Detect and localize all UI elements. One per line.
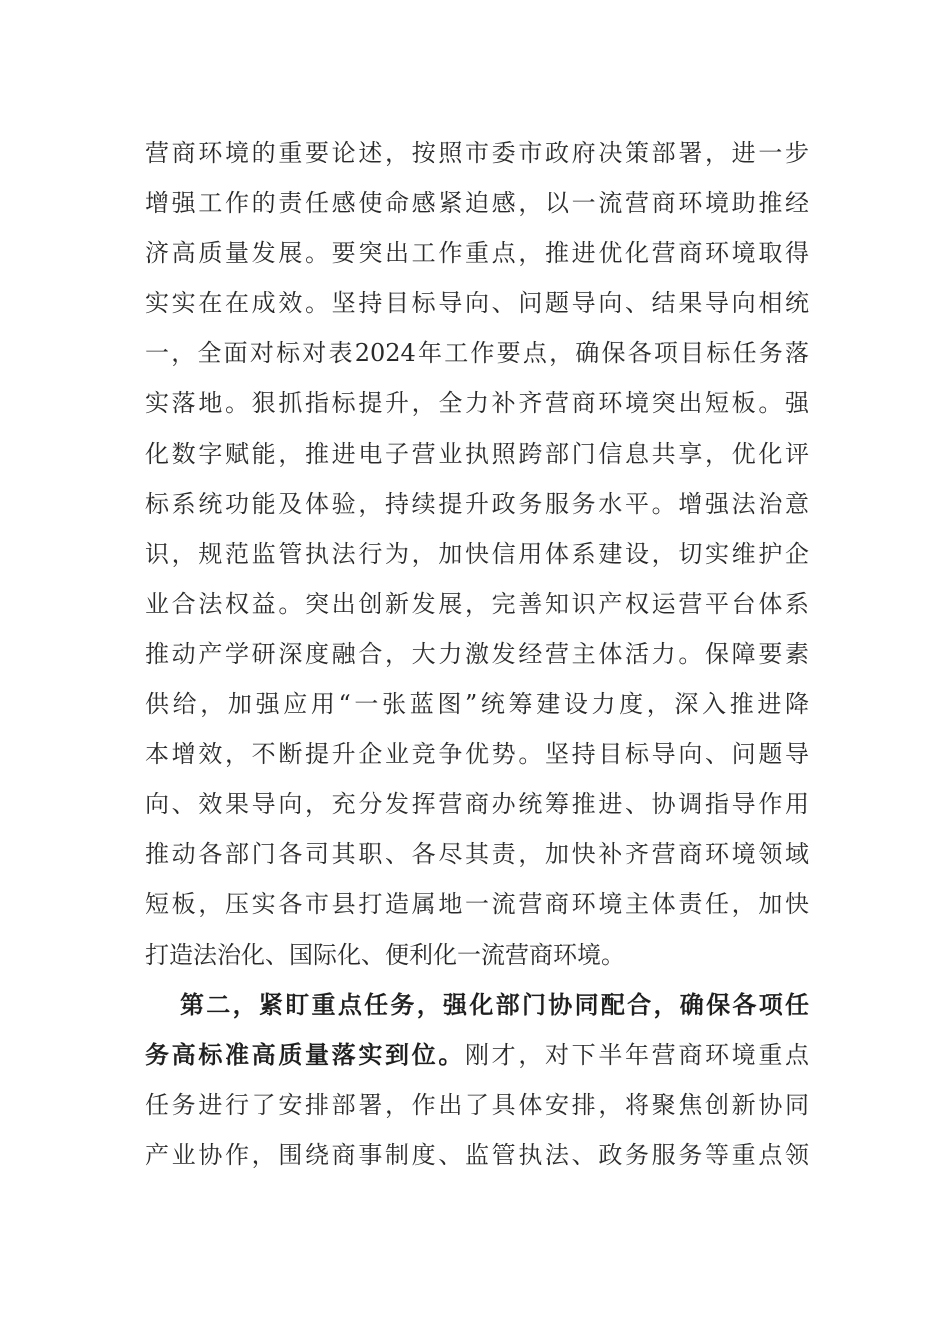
text-line: 化数字赋能，推进电子营业执照跨部门信息共享，优化评 (145, 439, 809, 468)
text-line: 打造法治化、国际化、便利化一流营商环境。 (145, 940, 625, 969)
text-line: 本增效，不断提升企业竞争优势。坚持目标导向、问题导 (145, 740, 809, 769)
text-line: 实落地。狠抓指标提升，全力补齐营商环境突出短板。强 (145, 389, 809, 418)
text-line: 业合法权益。突出创新发展，完善知识产权运营平台体系 (145, 589, 809, 618)
text-line: 供给，加强应用“一张蓝图”统筹建设力度，深入推进降 (145, 690, 809, 719)
text-line: 推动各部门各司其职、各尽其责，加快补齐营商环境领域 (145, 840, 809, 869)
section-heading-line-2 (145, 1030, 809, 1080)
section-text: 刚才，对下半年营商环境重点 (465, 1040, 809, 1069)
text-line: 营商环境的重要论述，按照市委市政府决策部署，进一步 (145, 139, 809, 167)
text-line: 一，全面对标对表2024年工作要点，确保各项目标任务落 (145, 339, 809, 368)
section-heading-bold: 务高标准高质量落实到位。 (145, 1039, 465, 1069)
text-line: 实实在在成效。坚持目标导向、问题导向、结果导向相统 (145, 289, 809, 318)
text-line: 短板，压实各市县打造属地一流营商环境主体责任，加快 (145, 890, 809, 919)
text-line: 增强工作的责任感使命感紧迫感，以一流营商环境助推经 (145, 189, 809, 218)
text-line: 推动产学研深度融合，大力激发经营主体活力。保障要素 (145, 639, 809, 668)
body-text (145, 128, 809, 1180)
text-line: 任务进行了安排部署，作出了具体安排，将聚焦创新协同 (145, 1090, 809, 1119)
section-heading-line: 第二，紧盯重点任务，强化部门协同配合，确保各项任 (180, 989, 809, 1019)
text-line: 标系统功能及体验，持续提升政务服务水平。增强法治意 (145, 489, 809, 518)
text-line: 识，规范监管执法行为，加快信用体系建设，切实维护企 (145, 539, 809, 568)
text-line: 向、效果导向，充分发挥营商办统筹推进、协调指导作用 (145, 790, 809, 819)
text-line: 济高质量发展。要突出工作重点，推进优化营商环境取得 (145, 239, 809, 268)
text-line: 产业协作，围绕商事制度、监管执法、政务服务等重点领 (145, 1140, 809, 1169)
